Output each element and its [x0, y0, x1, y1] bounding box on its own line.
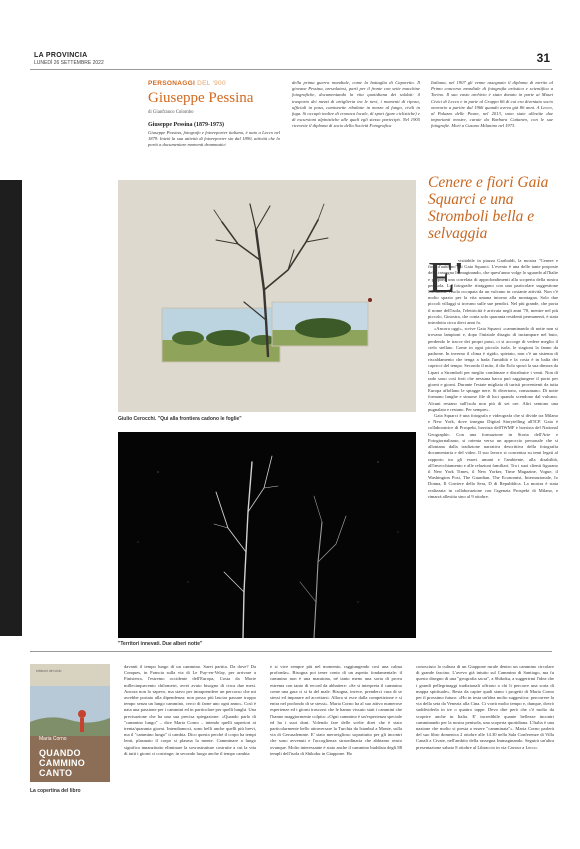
book-author: Maria Corno — [39, 736, 67, 742]
book-title — [39, 748, 85, 778]
section-rubric — [148, 80, 226, 87]
profile-title: Giuseppe Pessina — [148, 90, 254, 106]
page-number: 31 — [536, 51, 550, 65]
tree-collage-illustration — [118, 180, 416, 412]
header-rule — [30, 69, 552, 70]
profile-byline: di Gianfranco Colombo — [148, 110, 194, 115]
article-paragraph-3: Gaia Squarci è una fotografa e videografa che si divide tra Milano e New York, dove insegna Digital Storytelling all'ICP. Gaia è collaboratrice di Prospekt, borsista dell'IWMF e borsista del National Geographic. Con una formazione in Storia dell'Arte e Fotogiornalismo, si orienta verso un approccio personale che si allontana dalla tradizione narrativa descrittiva della fotografia documentaria e del video. Il suo lavoro si concentra su temi legati al rapporto tra gli esseri umani e l'ambiente, alla disabilità, all'invecchiamento e alle relazioni familiari. Tra i suoi clienti figurano il New York Times, il New Yorker, Time Magazine, Vogue, il Washington Post, The Guardian, The Economist, Internazionale, Io Donna, Il Corriere della Sera, D di Repubblica. La mostra è stata realizzata in collaborazione con l'agenzia Prospekt di Milano, e rimarrà allestita sino al 9 ottobre. — [428, 413, 558, 499]
photo-night-trees — [118, 432, 416, 638]
issue-date: LUNEDÌ 26 SETTEMBRE 2022 — [34, 60, 104, 66]
article-headline: Cenere e fiori Gaia Squarci e una Stromboli bella e selvaggia — [428, 174, 549, 242]
profile-text-col1: Giuseppe Pessina, fotografo e fotoreporter italiano, è nato a Lecco nel 1879. Iniziò la sua attività di fotoreporter sin dal 1890, attività che lo portò a documentare momenti drammatici — [148, 130, 280, 148]
article-paragraph-2: «Ancora oggi», scrive Gaia Squarci «camminando di notte non si trovano lampioni e, dopo l'iniziale disagio di inciampare nel buio, perdendo le tracce dei propri passi, ci si accorge di vedere meglio il cielo stellato. Come in ogni piccola isola, le stagioni la fanno da padrone. In inverno il clima è rigido, spietato, non c'è un sistema di riscaldamento che tenga a bada l'umidità e la costa è in balìa dei capricci del tempo. Secondo il mito, il dio Eolo sposò la sua dimora da Lipari a Stromboli per meglio combinare e distribuire i venti. Non di rado sono così forti che nessuna barca può raggiungere il porto per giorni e giorni. Durante l'estate migliaia di turisti provenienti da tutta Europa affollano le spiagge nere. Si divertono, consumano. Di notte formano lunghe e sinuose file di luci quando scendono dal vulcano. Alcuni restano sull'isola non più di sei ore. Altri sentono una pugnalata e restano. Per sempre». — [428, 326, 559, 412]
night-trees-illustration — [118, 432, 416, 638]
book-title-line: CANTO — [39, 768, 73, 778]
book-article-col2: e si vive sempre più nel momento, raggiungendo così una calma profonda». Bisogna poi tener conto di un aspetto fondamentale: il cammino non è una maratona, né tanto meno una sorta di prova estrema con tanto di record da abbattere: «Se si interpreta il cammino come una gara ci si fa del male. Bisogna, invece, prenderci cura di se stessi ed imparare ad accettarsi. Allora si esce dalla competizione e si entra nel profondo di se stessi». Maria Corno ha al suo attivo numerose esperienze ed i giorni trascorsi che le hanno vissuto stati i cammini che l'hanno maggiormente colpita: «Ogni cammino è un'esperienza speciale ed ha i suoi doni. Volendo fare delle scelte direi che è stato particolarmente bello attraversare la Turchia da Istanbul a Monte, sulla via di Gerusalemme. E' stato meraviglioso soprattutto per gli incontri che sono avvenuti e l'accoglienza straordinaria che abbiamo avuto ovunque. Molto interessante è stato anche il cammino buddista degli 88 templi dell'isola di Shikoku in Giappone. Ho — [270, 664, 402, 756]
photo2-caption: "Territori innevati. Due alberi notte" — [118, 641, 203, 647]
rubric-label: PERSONAGGI — [148, 80, 196, 87]
profile-heading: Giuseppe Pessina (1879-1973) — [148, 122, 225, 128]
bottom-section-rule — [30, 651, 552, 652]
profile-text-col2: della prima guerra mondiale, come la battaglia di Caporetto. Il giovane Pessina, arruolatosi, partì per il fronte con sette macchine fotografiche, documentando la vita quotidiana dei soldati: il trasporto dei mezzi di artiglieria tra le nevi, i momenti di riposo, ufficiali in posa, camionette ribaltate in mezzo al fango, civili in fuga. Si occupò inoltre di cronaca locale, di sport (gare ciclistiche) e di escursioni alpinistiche alle quali egli stesso partecipò. Nel 1905 ricevette il diploma di socio della Società Fotografica — [292, 80, 420, 129]
adjacent-photo-strip — [0, 180, 22, 636]
book-caption: La copertina del libro — [30, 788, 81, 794]
article-lead: visitabile in piazza Garibaldi, la mostra "Cenere e fiori d'autunno" di Gaia Squarci. L'evento è una delle tante proposte della rassegna Immaginando, che quest'anno volge lo sguardo all'Italie e propone una correlata di approfondimenti alla scoperta della nostra penisola. Le fotografie ritraggono con una particolare suggestione Stromboli, l'isola occupata da un vulcano in costante attività. Non c'è molto spazio per la vita umana intorno alla montagna. Solo due piccoli villaggi si trovano sulle sue pendici. Nel più grande, che porta il nome dell'isola, l'elettricità è arrivata negli anni '70, mentre nel più piccolo, Ginostra, che conta solo quaranta residenti permanenti, è stata introdotta circa dieci anni fa. — [428, 258, 558, 326]
book-title-line: CAMMINO — [39, 758, 86, 768]
book-article-col1: davanti il tempo lungo di un cammino. Sarei partita. Da dove? Da Conques, in Francia sulla via di Le Puy-en-Velay, per arrivare a Finisterra, l'estremo occidente dell'Europa, Costa da Morte millecinquecento chilometri, avrei avuto bisogno di circa due mesi. Ancora non lo sapevo, ma stavo per intraprendere un percorso che mi avrebbe portato alla dipendenza: non posso più lasciar passare troppo tempo senza un lungo cammino, cerco di farne uno ogni anno». Così è nata una passione per i cammini ed in particolare per quelli lunghi. Una precisazione che ha una sua precisa spiegazione: «Quando parlo di "cammino lungo" – dice Maria Corno – intendo quelli superiori ai trenta/quaranta giorni. Intendiamoci, sono belli anche quelli più brevi, ma il "cammino lungo" ti cambia. Dico questo perchè il corpo ha tempi lenti, plasmato il corpo si plasma la mente. Camminare a lungo significa innanzitutto eliminare la sovrastrutture costruite a cui la vita di tutti i giorni ci costringe; in secondo luogo anche il tempo cambia — [124, 664, 256, 756]
photo1-caption: Giulio Cerocchi. "Qui alla frontiera cadono le foglie" — [118, 416, 242, 422]
photo-tree-landscape — [118, 180, 416, 412]
rubric-sublabel: DEL '900 — [197, 80, 226, 87]
book-article-col3: conosciuto la cultura di un Giappone rurale dentro un cammino circolare di grande fascino. L'avevo già intuito sul Cammino di Santiago, ma fu questo disegno di una "geografia sacra", a Shikoku, a suggerirmi l'idea che i grandi pellegrinaggi tradizionali offrono a chi li percorre una sorta di mappa spirituale». Resta da capire quali siano i progetti di Maria Corno per il prossimo futuro: «Ho in testa un'idea molto suggestiva: percorrere la via della seta da Venezia alla Cina. Ci vorrà molto tempo e, dunque, dovrò suddividerla in tre o quattro tappe. Devo dire però che c'è molto da scoprire anche in Italia. E' incredibile quante bellezze incontri camminando per la nostra penisola, una scoperta quotidiana. L'Italia è una nazione che molto si presta a essere "camminata"». Maria Corno parlerà del suo libro domenica 2 ottobre alle 14.30 nella Sala Conferenze di Villa Canali a Civate, nell'ambito della rassegna Immaginando. Seguirà un'altra presentazione sabato 8 ottobre al Libraccio in via Cavour a Lecco. — [416, 664, 554, 750]
book-publisher: edizioni del ciclo — [36, 669, 62, 673]
article-body — [428, 253, 559, 500]
drop-cap: E' — [428, 253, 463, 302]
book-title-line: QUANDO — [39, 748, 81, 758]
profile-text-col3: Italiana, nel 1907 gli venne assegnato il diploma di merito al Primo concorso mondiale di fotografia artistica e scientifica a Torino. Il suo vasto archivio è stato donato in parte ai Musei Civici di Lecco e in parte al Gruppo 66 di cui era diventato socio onorario a partire dal 1966 quando aveva già 86 anni. A Lecco, al Palazzo delle Paure, nel 2013, sono state allestite due importanti mostre, curate da Barbara Cattaneo, con le sue fotografie. Morì a Cusano Milanino nel 1973. — [431, 80, 553, 129]
newspaper-masthead: LA PROVINCIA — [34, 52, 88, 59]
